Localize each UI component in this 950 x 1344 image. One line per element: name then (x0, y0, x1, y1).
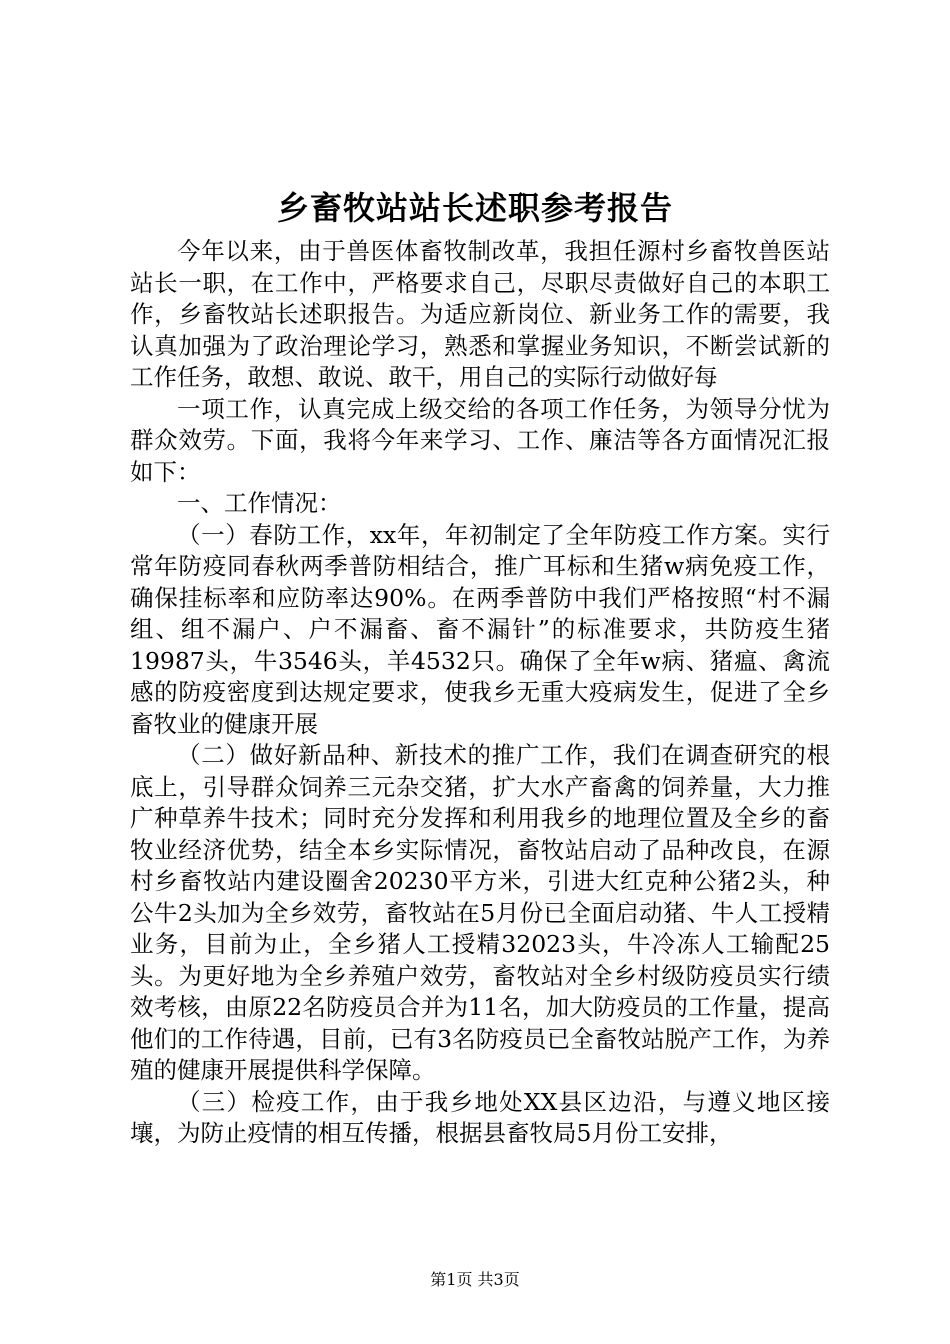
paragraph: （三）检疫工作，由于我乡地处XX县区边沿，与遵义地区接壤，为防止疫情的相互传播，根据县畜牧局5月份工安排， (130, 1087, 830, 1147)
paragraph: （二）做好新品种、新技术的推广工作，我们在调查研究的根底上，引导群众饲养三元杂交猪，扩大水产畜禽的饲养量，大力推广种草养牛技术；同时充分发挥和利用我乡的地理位置及全乡的畜牧业经济优势，结全本乡实际情况，畜牧站启动了品种改良，在源村乡畜牧站内建设圈舍20230平方米，引进大红克种公猪2头，种公牛2头加为全乡效劳，畜牧站在5月份已全面启动猪、牛人工授精业务，目前为止，全乡猪人工授精32023头，牛冷冻人工输配25头。为更好地为全乡养殖户效劳，畜牧站对全乡村级防疫员实行绩效考核，由原22名防疫员合并为11名，加大防疫员的工作量，提高他们的工作待遇，目前，已有3名防疫员已全畜牧站脱产工作，为养殖的健康开展提供科学保障。 (130, 741, 830, 1084)
page-number-footer: 第1页 共3页 (430, 1270, 520, 1289)
paragraph: （一）春防工作，xx年，年初制定了全年防疫工作方案。实行常年防疫同春秋两季普防相结合，推广耳标和生猪w病免疫工作，确保挂标率和应防率达90%。在两季普防中我们严格按照“村不漏组、组不漏户、户不漏畜、畜不漏针”的标准要求，共防疫生猪19987头，牛3546头，羊4532只。确保了全年w病、猪瘟、禽流感的防疫密度到达规定要求，使我乡无重大疫病发生，促进了全乡畜牧业的健康开展 (130, 520, 830, 738)
paragraph: 今年以来，由于兽医体畜牧制改革，我担任源村乡畜牧兽医站站长一职，在工作中，严格要求自己，尽职尽责做好自己的本职工作，乡畜牧站长述职报告。为适应新岗位、新业务工作的需要，我认真加强为了政治理论学习，熟悉和掌握业务知识，不断尝试新的工作任务，敢想、敢说、敢干，用自己的实际行动做好每 (130, 237, 830, 391)
document-body (130, 236, 830, 1150)
paragraph: 一项工作，认真完成上级交给的各项工作任务，为领导分忧为群众效劳。下面，我将今年来学习、工作、廉洁等各方面情况汇报如下： (130, 394, 830, 486)
document-title: 乡畜牧站站长述职参考报告 (276, 189, 673, 227)
paragraph: 一、工作情况： (177, 489, 342, 517)
